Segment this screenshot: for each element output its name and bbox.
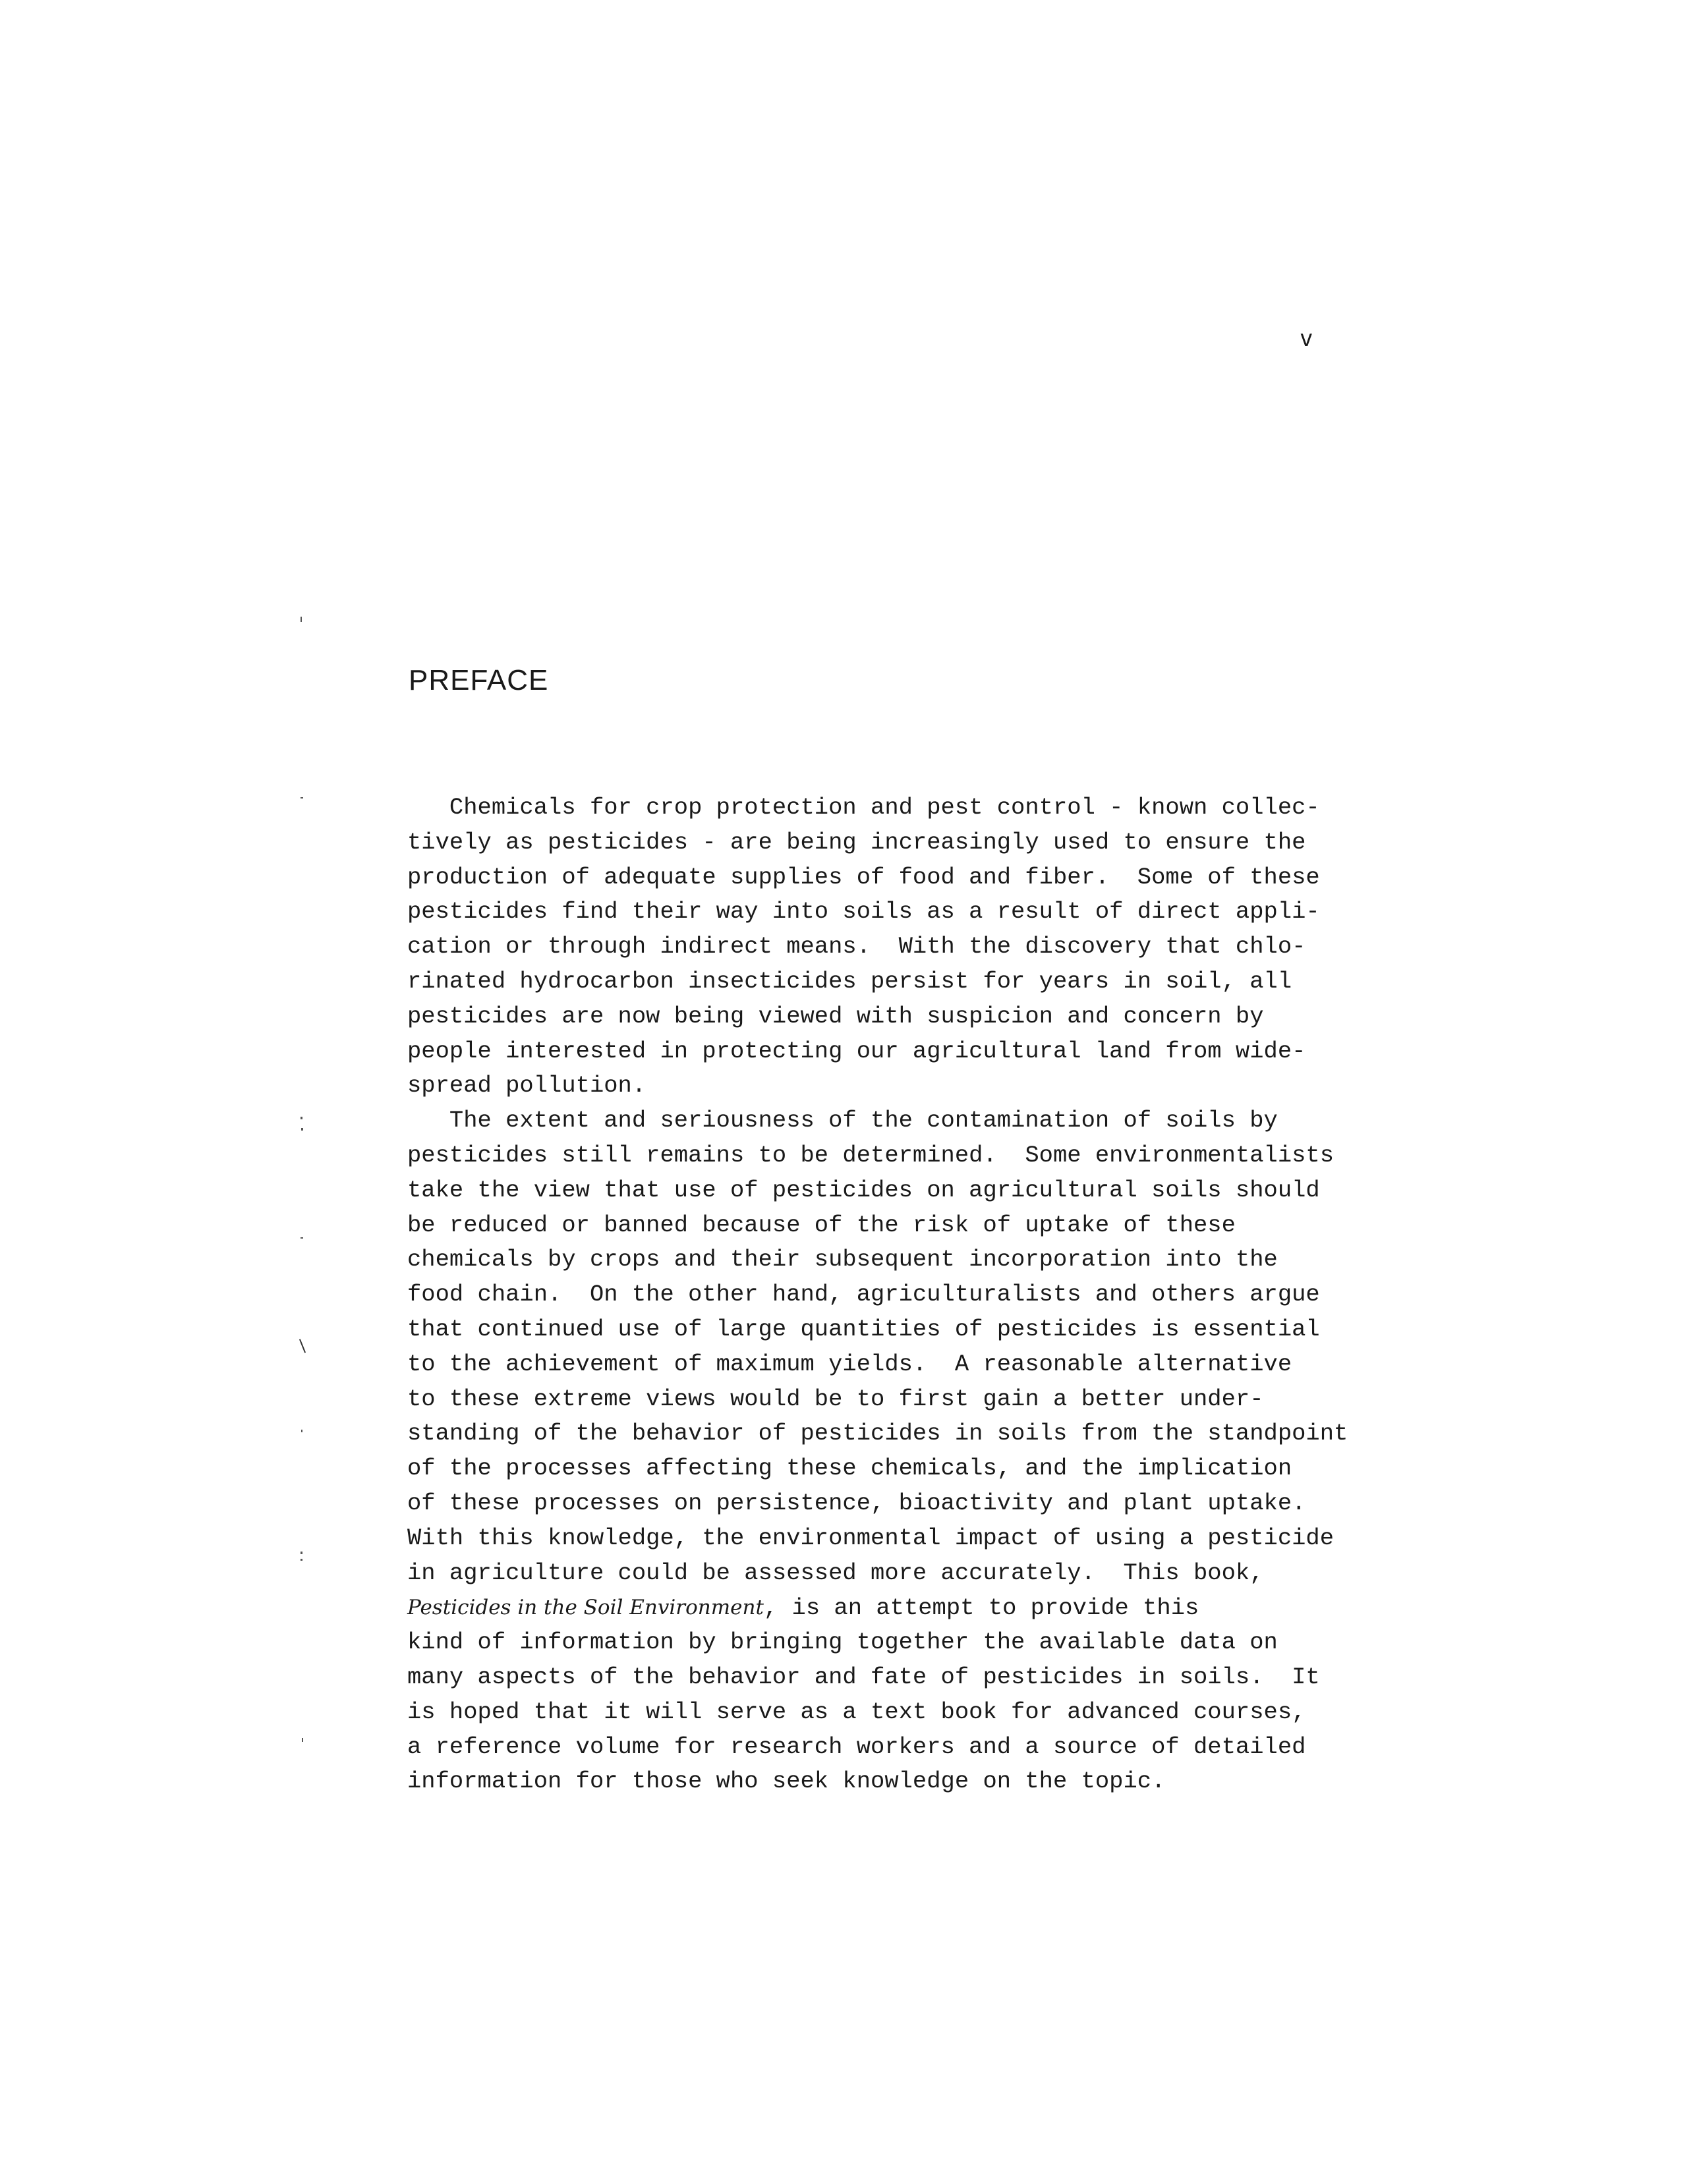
text-line: tively as pesticides - are being increasingly used to ensure the <box>407 828 1306 856</box>
text-line: food chain. On the other hand, agriculturalists and others argue <box>407 1281 1320 1308</box>
text-line: chemicals by crops and their subsequent incorporation into the <box>407 1246 1278 1274</box>
text-line: cation or through indirect means. With the discovery that chlo- <box>407 933 1306 961</box>
text-line: to these extreme views would be to first gain a better under- <box>407 1385 1264 1413</box>
text-line: to the achievement of maximum yields. A reasonable alternative <box>407 1350 1292 1378</box>
scan-speck <box>301 1559 302 1561</box>
text-line: take the view that use of pesticides on agricultural soils should <box>407 1176 1320 1204</box>
page-heading: PREFACE <box>409 664 549 696</box>
text-line: pesticides still remains to be determined. Some environmentalists <box>407 1141 1334 1169</box>
scan-speck <box>301 797 303 798</box>
paragraph <box>407 1104 1673 1799</box>
scan-speck <box>301 1237 303 1239</box>
paragraph <box>407 791 1673 1104</box>
text-line: is hoped that it will serve as a text book for advanced courses, <box>407 1698 1306 1725</box>
book-title: Pesticides in the Soil Environment <box>407 1596 764 1620</box>
text-line: rinated hydrocarbon insecticides persist for years in soil, all <box>407 967 1292 995</box>
scan-speck <box>301 1552 302 1554</box>
text-line: many aspects of the behavior and fate of pesticides in soils. It <box>407 1663 1320 1691</box>
text-line: information for those who seek knowledge on the topic. <box>407 1768 1166 1795</box>
text-line <box>407 1590 1673 1625</box>
text-line: Chemicals for crop protection and pest control - known collec- <box>407 794 1320 821</box>
text-line: pesticides find their way into soils as a result of direct appli- <box>407 898 1320 926</box>
text-line: standing of the behavior of pesticides in soils from the standpoint <box>407 1420 1348 1447</box>
text-line: that continued use of large quantities of pesticides is essential <box>407 1315 1320 1343</box>
text-line: kind of information by bringing together the available data on <box>407 1629 1278 1656</box>
text-line: With this knowledge, the environmental impact of using a pesticide <box>407 1524 1334 1552</box>
scan-speck <box>299 1339 306 1353</box>
text-line: pesticides are now being viewed with suspicion and concern by <box>407 1002 1264 1030</box>
text-line: in agriculture could be assessed more accurately. This book, <box>407 1559 1264 1586</box>
text-fragment: , is an attempt to provide this <box>763 1594 1199 1622</box>
scan-speck <box>301 1117 302 1119</box>
text-line: spread pollution. <box>407 1072 646 1100</box>
page-number: v <box>1300 325 1313 352</box>
scan-speck <box>301 617 302 622</box>
text-line: of the processes affecting these chemicals, and the implication <box>407 1455 1292 1482</box>
body-text <box>407 791 1673 1799</box>
scan-speck <box>301 1128 303 1131</box>
scan-speck <box>302 1738 303 1742</box>
text-line: production of adequate supplies of food and fiber. Some of these <box>407 863 1320 891</box>
text-line: people interested in protecting our agricultural land from wide- <box>407 1037 1306 1065</box>
text-line: of these processes on persistence, bioactivity and plant uptake. <box>407 1489 1306 1517</box>
text-line: a reference volume for research workers and a source of detailed <box>407 1733 1306 1760</box>
text-line: be reduced or banned because of the risk of uptake of these <box>407 1211 1236 1239</box>
text-line: The extent and seriousness of the contamination of soils by <box>407 1107 1278 1134</box>
scan-speck <box>301 1430 302 1432</box>
